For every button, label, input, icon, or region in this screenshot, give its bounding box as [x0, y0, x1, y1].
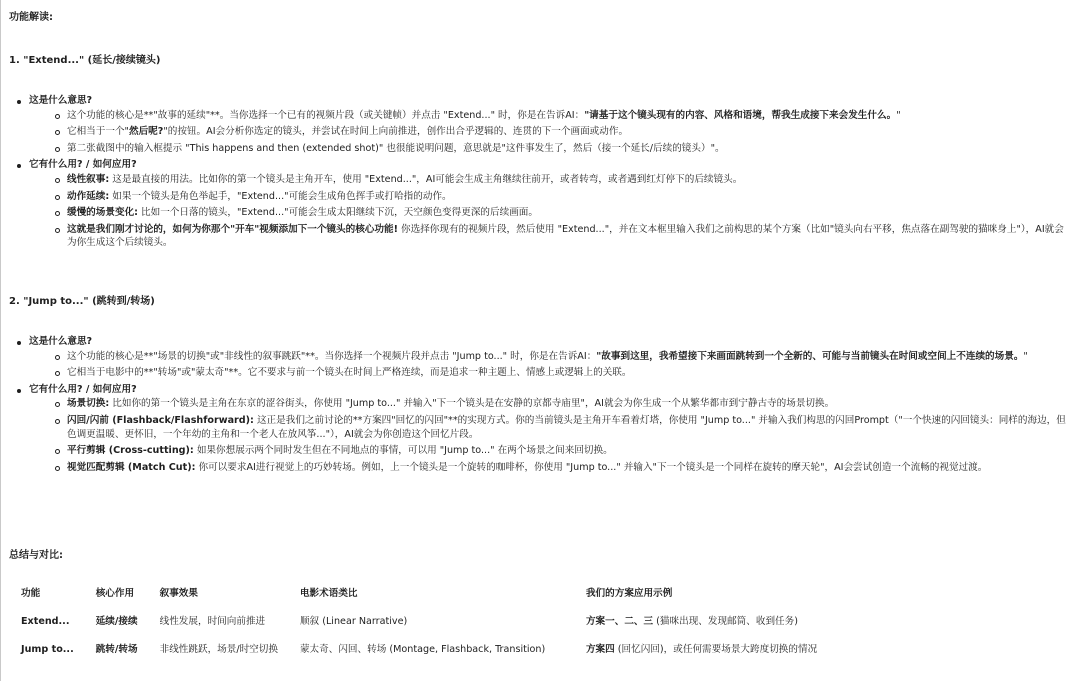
section2-heading: 2. "Jump to..." (跳转到/转场) [9, 296, 155, 307]
list-item: 视觉匹配剪辑 (Match Cut): 你可以要求AI进行视觉上的巧妙转场。例如，上一个镜头是一个旋转的咖啡杯，你使用 "Jump to..." 并输入"下一个镜头是一个同样在旋转的摩天轮"，AI会尝试创造一个流畅的视觉过渡。 [29, 461, 1073, 475]
section2-what [9, 335, 1073, 380]
section1-what [9, 94, 1073, 155]
col-header: 电影术语类比 [299, 588, 358, 600]
col-header: 核心作用 [95, 588, 135, 600]
list-item: 这个功能的核心是**"故事的延续"**。当你选择一个已有的视频片段（或关键帧）并点击 "Extend..." 时，你是在告诉AI："请基于这个镜头现有的内容、风格和语境，帮我生成接下来会发生什么。" [29, 109, 1073, 123]
section1-heading: 1. "Extend..." (延长/接续镜头) [9, 55, 161, 66]
section2-use [9, 383, 1073, 475]
cell-function: Jump to... [21, 644, 74, 656]
col-header: 叙事效果 [159, 588, 198, 600]
cell-effect: 线性发展，时间向前推进 [159, 616, 266, 628]
section2-list [9, 335, 1073, 477]
table-header-row [9, 580, 827, 608]
cell-effect: 非线性跳跃，场景/时空切换 [159, 644, 278, 656]
section2-what-label: 这是什么意思? [29, 336, 93, 347]
left-edge-border [0, 0, 1, 681]
cell-term: 顺叙 (Linear Narrative) [299, 616, 408, 628]
list-item: 它相当于电影中的**"转场"或"蒙太奇"**。它不要求与前一个镜头在时间上严格连续，而是追求一种主题上、情感上或逻辑上的关联。 [29, 366, 1073, 380]
list-item: 线性叙事: 这是最直接的用法。比如你的第一个镜头是主角开车，使用 "Extend..."，AI可能会生成主角继续往前开，或者转弯，或者遇到红灯停下的后续镜头。 [29, 173, 1073, 187]
table-row [9, 608, 827, 636]
section1-what-label: 这是什么意思? [29, 95, 93, 106]
cell-example: 方案一、二、三 (猫咪出现、发现邮筒、收到任务) [585, 616, 798, 628]
section1-use [9, 158, 1073, 250]
table-row [9, 636, 827, 664]
summary-heading: 总结与对比: [9, 550, 63, 561]
cell-example: 方案四 (回忆闪回)，或任何需要场景大跨度切换的情况 [585, 644, 818, 656]
page-title: 功能解读: [9, 12, 53, 23]
list-item: 这就是我们刚才讨论的，如何为你那个"开车"视频添加下一个镜头的核心功能! 你选择你现有的视频片段，然后使用 "Extend..."，并在文本框里输入我们之前构思的某个方案（比如"镜头向右平移，焦点落在副驾驶的猫咪身上"），AI就会为你生成这个后续镜头。 [29, 223, 1073, 250]
list-item: 这个功能的核心是**"场景的切换"或"非线性的叙事跳跃"**。当你选择一个视频片段并点击 "Jump to..." 时，你是在告诉AI："故事到这里，我希望接下来画面跳转到一个全新的、可能与当前镜头在时间或空间上不连续的场景。" [29, 350, 1073, 364]
list-item: 平行剪辑 (Cross-cutting): 如果你想展示两个同时发生但在不同地点的事情，可以用 "Jump to..." 在两个场景之间来回切换。 [29, 444, 1073, 458]
cell-core: 延续/接续 [95, 616, 138, 628]
list-item: 动作延续: 如果一个镜头是角色举起手，"Extend..."可能会生成角色挥手或打哈指的动作。 [29, 190, 1073, 204]
list-item: 第二张截图中的输入框提示 "This happens and then (extended shot)" 也很能说明问题，意思就是"这件事发生了，然后（接一个延长/后续的镜头）"。 [29, 142, 1073, 156]
col-header: 我们的方案应用示例 [585, 588, 673, 600]
col-header: 功能 [21, 588, 41, 600]
cell-function: Extend... [21, 616, 70, 628]
section1-list [9, 94, 1073, 253]
list-item: 场景切换: 比如你的第一个镜头是主角在东京的涩谷街头，你使用 "Jump to..." 并输入"下一个镜头是在安静的京都寺庙里"，AI就会为你生成一个从繁华都市到宁静古寺的场景切换。 [29, 397, 1073, 411]
section2-use-label: 它有什么用? / 如何应用? [29, 383, 137, 395]
list-item: 它相当于一个"然后呢?"的按钮。AI会分析你选定的镜头，并尝试在时间上向前推进，创作出合乎逻辑的、连贯的下一个画面或动作。 [29, 125, 1073, 139]
section1-use-label: 它有什么用? / 如何应用? [29, 159, 137, 171]
list-item: 闪回/闪前 (Flashback/Flashforward): 这正是我们之前讨论的**方案四"回忆的闪回"**的实现方式。你的当前镜头是主角开车看着灯塔，你使用 "Jump to..." 并输入我们构思的闪回Prompt（"一个快速的闪回镜头：同样的海边，但色调更温暖、更怀旧，一个年幼的主角和一个老人在放风筝..."），AI就会为你创造这个回忆片段。 [29, 414, 1073, 441]
summary-table [9, 580, 827, 664]
cell-core: 跳转/转场 [95, 644, 138, 656]
cell-term: 蒙太奇、闪回、转场 (Montage, Flashback, Transition) [299, 644, 546, 656]
list-item: 缓慢的场景变化: 比如一个日落的镜头，"Extend..."可能会生成太阳继续下沉，天空颜色变得更深的后续画面。 [29, 206, 1073, 220]
